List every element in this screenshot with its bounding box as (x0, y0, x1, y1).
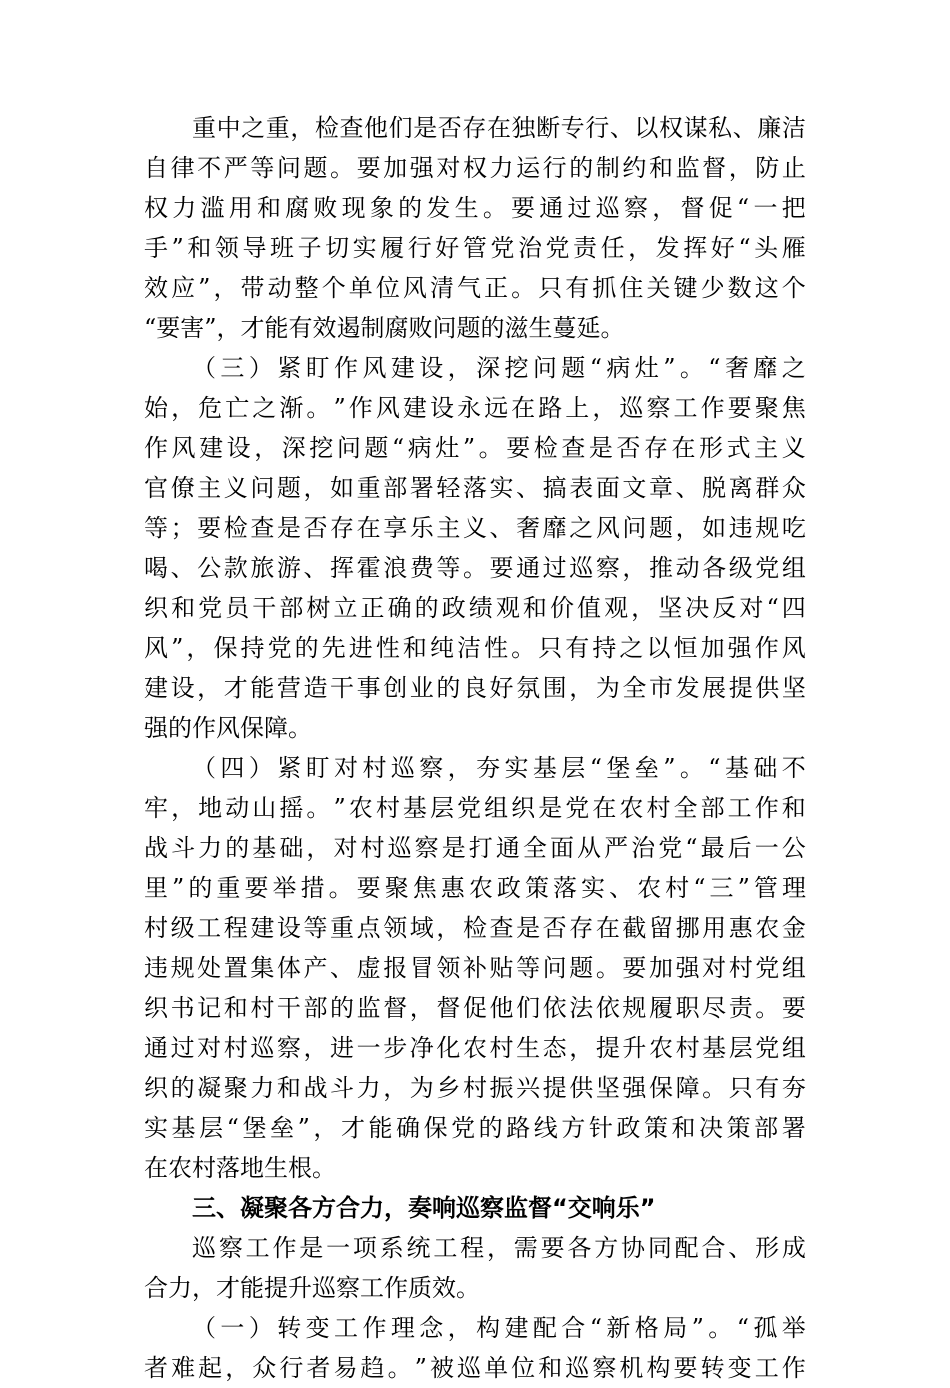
paragraph-line: 效 应 ” ， 带 动 整 个 单 位 风 清 气 正 。 只 有 抓 住 关 键 少 数 这 个 (144, 274, 806, 302)
paragraph-line: 作 风 建 设 ， 深 挖 问 题 “ 病 灶 ” 。 要 检 查 是 否 存 在 形 式 主 义 (144, 434, 806, 462)
paragraph-line: 等 ； 要 检 查 是 否 存 在 享 乐 主 义 、 奢 靡 之 风 问 题 ， 如 违 规 吃 (144, 514, 806, 542)
paragraph-line: 权 力 滥 用 和 腐 败 现 象 的 发 生 。 要 通 过 巡 察 ， 督 促 “ 一 把 (144, 194, 806, 222)
paragraph-line: 自 律 不 严 等 问 题 。 要 加 强 对 权 力 运 行 的 制 约 和 监 督 ， 防 止 (144, 154, 806, 182)
paragraph-line: 战 斗 力 的 基 础 ， 对 村 巡 察 是 打 通 全 面 从 严 治 党 “ 最 后 一 公 (144, 834, 806, 862)
paragraph-line: 通 过 对 村 巡 察 ， 进 一 步 净 化 农 村 生 态 ， 提 升 农 村 基 层 党 组 (144, 1034, 806, 1062)
paragraph-line: 者 难 起 ， 众 行 者 易 趋 。 ” 被 巡 单 位 和 巡 察 机 构 要 转 变 工 作 (144, 1354, 806, 1382)
paragraph-line: 违 规 处 置 集 体 产 、 虚 报 冒 领 补 贴 等 问 题 。 要 加 强 对 村 党 组 (144, 954, 806, 982)
paragraph-line: （ 一 ） 转 变 工 作 理 念 ， 构 建 配 合 “ 新 格 局 ” 。 “ 孤 举 (192, 1314, 806, 1342)
paragraph-line: 合力，才能提升巡察工作质效。 (144, 1274, 480, 1302)
paragraph-line: 始 ， 危 亡 之 渐 。 ” 作 风 建 设 永 远 在 路 上 ， 巡 察 工 作 要 聚 焦 (144, 394, 806, 422)
paragraph-line: 牢 ， 地 动 山 摇 。 ” 农 村 基 层 党 组 织 是 党 在 农 村 全 部 工 作 和 (144, 794, 806, 822)
paragraph-line: 风 ” ， 保 持 党 的 先 进 性 和 纯 洁 性 。 只 有 持 之 以 恒 加 强 作 风 (144, 634, 806, 662)
paragraph-line: 织 的 凝 聚 力 和 战 斗 力 ， 为 乡 村 振 兴 提 供 坚 强 保 障 。 只 有 夯 (144, 1074, 806, 1102)
paragraph-line: 官 僚 主 义 问 题 ， 如 重 部 署 轻 落 实 、 搞 表 面 文 章 、 脱 离 群 众 (144, 474, 806, 502)
paragraph-line: （ 四 ） 紧 盯 对 村 巡 察 ， 夯 实 基 层 “ 堡 垒 ” 。 “ 基 础 不 (192, 754, 806, 782)
paragraph-line: 织 和 党 员 干 部 树 立 正 确 的 政 绩 观 和 价 值 观 ， 坚 决 反 对 “ 四 (144, 594, 806, 622)
document-page (144, 108, 806, 1388)
paragraph-line: 村 级 工 程 建 设 等 重 点 领 域 ， 检 查 是 否 存 在 截 留 挪 用 惠 农 金 (144, 914, 806, 942)
paragraph-line: 手 ” 和 领 导 班 子 切 实 履 行 好 管 党 治 党 责 任 ， 发 挥 好 “ 头 雁 (144, 234, 806, 262)
paragraph-line: 织 书 记 和 村 干 部 的 监 督 ， 督 促 他 们 依 法 依 规 履 职 尽 责 。 要 (144, 994, 806, 1022)
paragraph-line: 喝 、 公 款 旅 游 、 挥 霍 浪 费 等 。 要 通 过 巡 察 ， 推 动 各 级 党 组 (144, 554, 806, 582)
paragraph-line: （ 三 ） 紧 盯 作 风 建 设 ， 深 挖 问 题 “ 病 灶 ” 。 “ 奢 靡 之 (192, 354, 806, 382)
paragraph-line: 巡 察 工 作 是 一 项 系 统 工 程 ， 需 要 各 方 协 同 配 合 、 形 成 (192, 1234, 806, 1262)
paragraph-line: 里 ” 的 重 要 举 措 。 要 聚 焦 惠 农 政 策 落 实 、 农 村 “ 三 ” 管 理 (144, 874, 806, 902)
paragraph-line: 在农村落地生根。 (144, 1154, 336, 1182)
paragraph-line: 重 中 之 重 ， 检 查 他 们 是 否 存 在 独 断 专 行 、 以 权 谋 私 、 廉 洁 (192, 114, 806, 142)
paragraph-line: 实 基 层 “ 堡 垒 ” ， 才 能 确 保 党 的 路 线 方 针 政 策 和 决 策 部 署 (144, 1114, 806, 1142)
paragraph-line: 建 设 ， 才 能 营 造 干 事 创 业 的 良 好 氛 围 ， 为 全 市 发 展 提 供 坚 (144, 674, 806, 702)
paragraph-line: 强的作风保障。 (144, 714, 312, 742)
section-heading: 三、凝聚各方合力，奏响巡察监督“交响乐” (192, 1194, 656, 1222)
paragraph-line: “要害”，才能有效遏制腐败问题的滋生蔓延。 (144, 314, 625, 342)
